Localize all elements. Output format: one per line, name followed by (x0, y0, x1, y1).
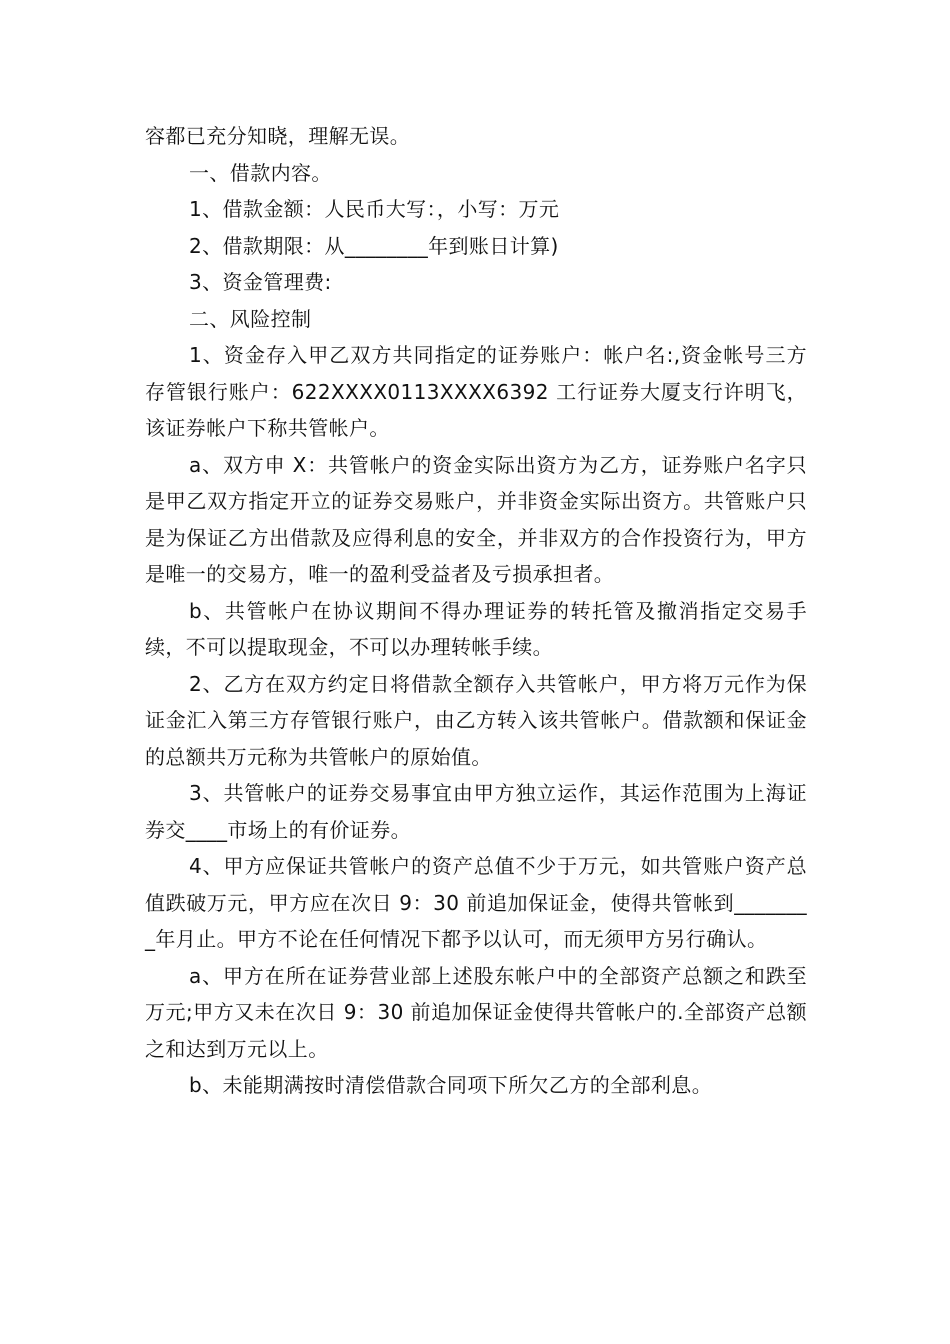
paragraph-continuation: 容都已充分知晓，理解无误。 (145, 124, 411, 148)
paragraph-loan-amount: 1、借款金额：人民币大写：，小写：万元 (189, 197, 560, 221)
document-body (145, 118, 807, 1104)
paragraph-risk-4b: b、未能期满按时清偿借款合同项下所欠乙方的全部利息。 (189, 1073, 713, 1097)
paragraph-risk-1b: b、共管帐户在协议期间不得办理证券的转托管及撤消指定交易手续，不可以提取现金，不可以办理转帐手续。 (145, 598, 807, 659)
paragraph-management-fee: 3、资金管理费: (189, 270, 332, 294)
section-heading-loan-content: 一、借款内容。 (189, 160, 332, 185)
paragraph-risk-1: 1、资金存入甲乙双方共同指定的证券账户：帐户名:,资金帐号三方存管银行账户：622XXXX0113XXXX6392 工行证券大厦支行许明飞，该证券帐户下称共管帐户。 (145, 343, 807, 440)
paragraph-risk-4: 4、甲方应保证共管帐户的资产总值不少于万元，如共管账户资产总值跌破万元，甲方应在次日 9：30 前追加保证金，使得共管帐到________年月止。甲方不论在任何情况下都予以认可，而无须甲方另行确认。 (145, 854, 807, 951)
paragraph-risk-4a: a、甲方在所在证券营业部上述股东帐户中的全部资产总额之和跌至万元;甲方又未在次日 9：30 前追加保证金使得共管帐户的.全部资产总额之和达到万元以上。 (145, 963, 807, 1061)
paragraph-risk-3: 3、共管帐户的证券交易事宜由甲方独立运作，其运作范围为上海证券交____市场上的有价证券。 (145, 781, 807, 842)
paragraph-risk-2: 2、乙方在双方约定日将借款全额存入共管帐户，甲方将万元作为保证金汇入第三方存管银行账户，由乙方转入该共管帐户。借款额和保证金的总额共万元称为共管帐户的原始值。 (145, 671, 807, 769)
section-heading-risk-control: 二、风险控制 (189, 306, 312, 331)
paragraph-risk-1a: a、双方申 X：共管帐户的资金实际出资方为乙方，证券账户名字只是甲乙双方指定开立的证券交易账户，并非资金实际出资方。共管账户只是为保证乙方出借款及应得利息的安全，并非双方的合作投资行为，甲方是唯一的交易方，唯一的盈利受益者及亏损承担者。 (145, 452, 807, 586)
paragraph-loan-term: 2、借款期限：从________年到账日计算) (189, 233, 559, 258)
